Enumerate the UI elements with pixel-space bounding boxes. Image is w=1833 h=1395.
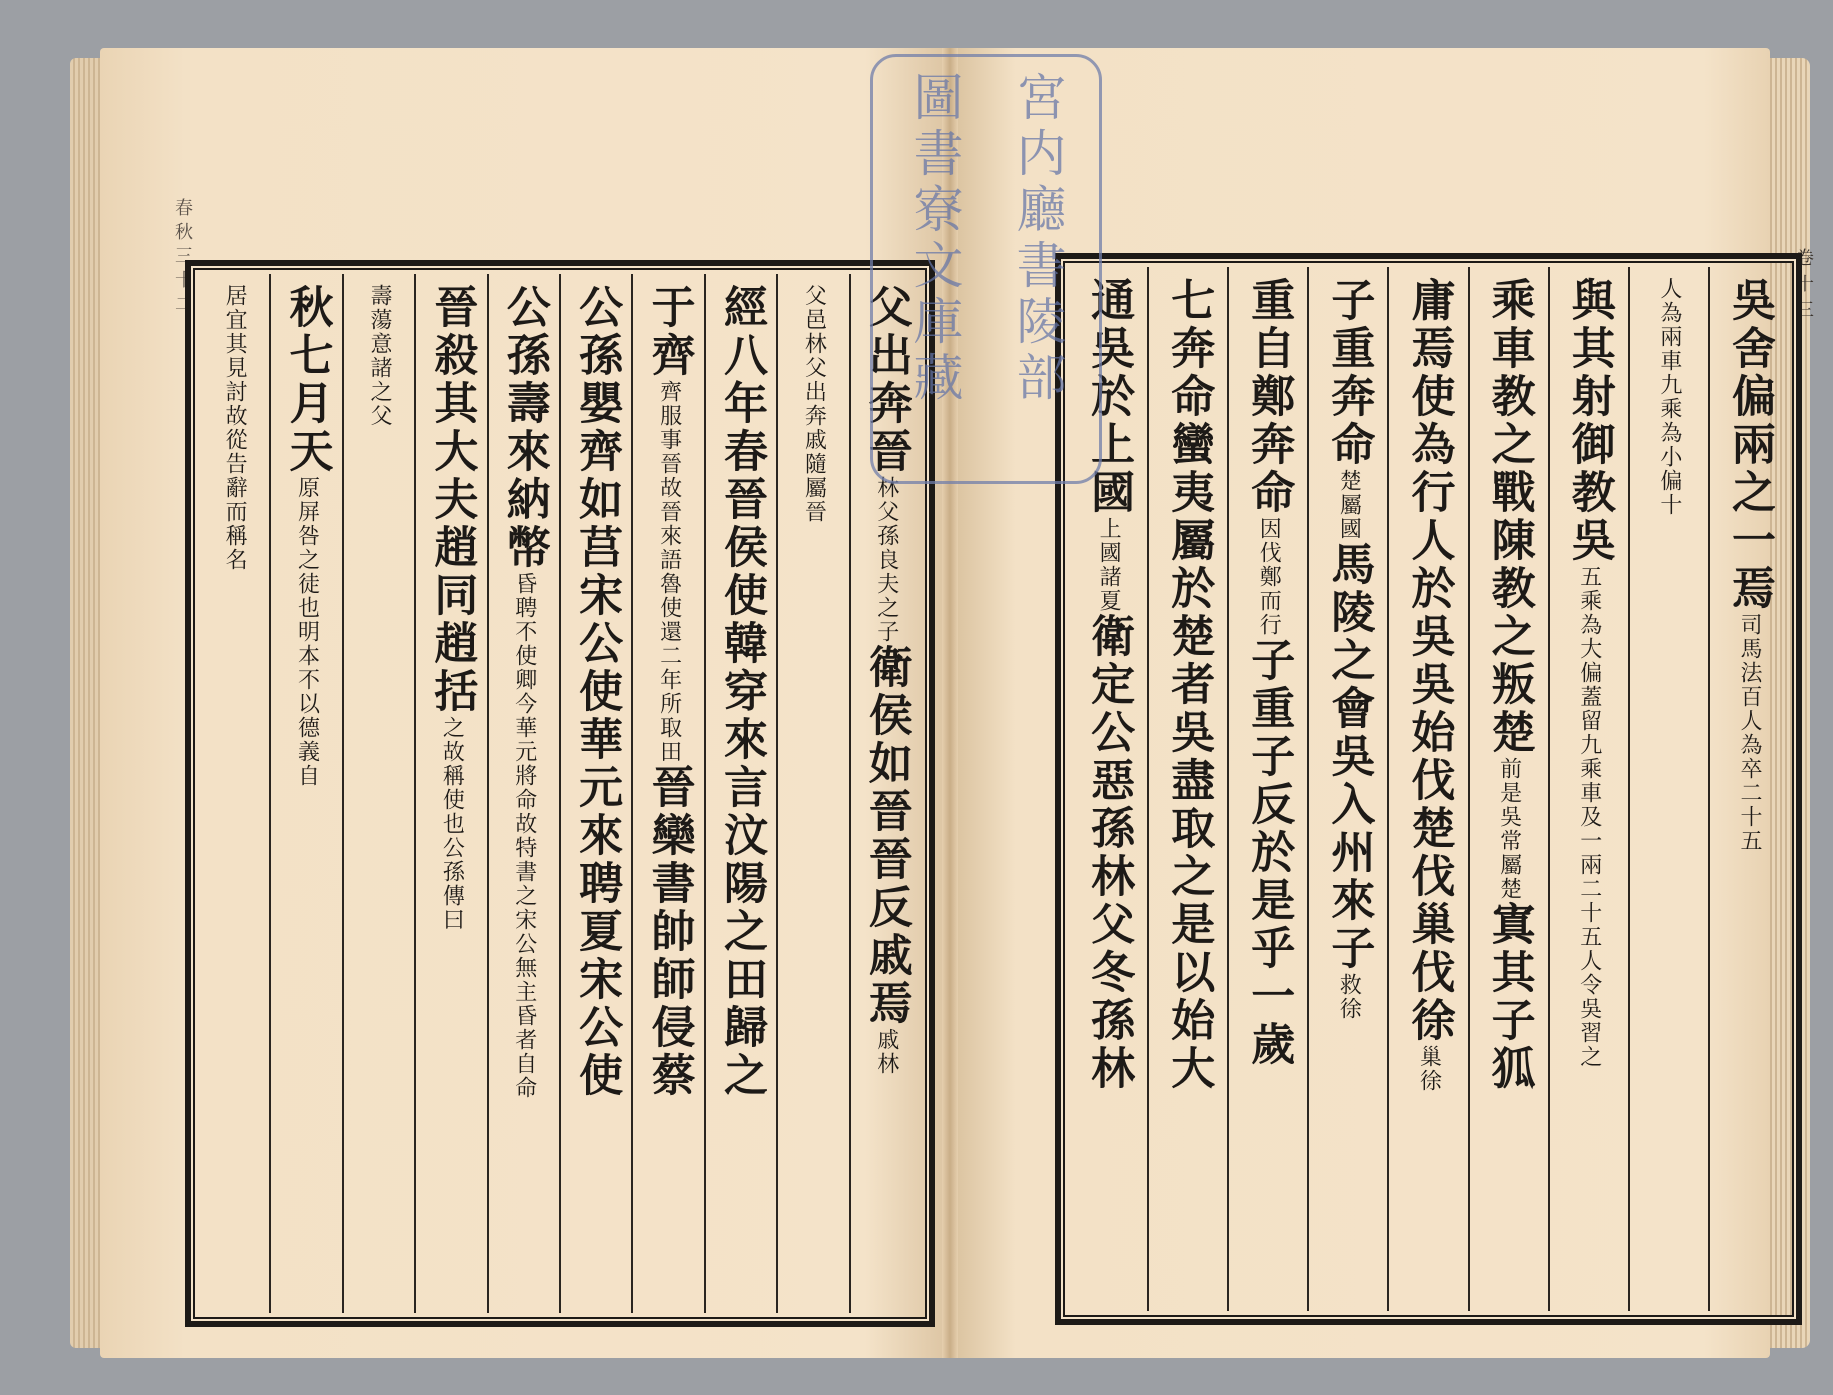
main-text: 晉欒書帥師侵蔡 — [643, 764, 695, 1100]
commentary-text: 居宜其見討故從告辭而稱名 — [222, 284, 248, 572]
main-text: 晉殺其大夫趙同趙括 — [426, 284, 478, 716]
text-column — [342, 274, 414, 1313]
text-column — [269, 274, 341, 1313]
seal-column: 宮内廳書陵部 — [1008, 71, 1067, 407]
main-text: 子重奔命 — [1323, 277, 1375, 469]
main-text: 子重子反於是乎一歲 — [1243, 637, 1295, 1069]
text-column — [1307, 267, 1387, 1311]
main-text: 吳舍偏兩之一焉 — [1723, 277, 1775, 613]
right-columns — [1069, 267, 1788, 1311]
text-column — [1227, 267, 1307, 1311]
commentary-text: 巢徐 — [1416, 1045, 1442, 1093]
text-column — [1387, 267, 1467, 1311]
commentary-text: 齊服事晉故晉來語魯使還二年所取田 — [656, 380, 682, 764]
open-book — [70, 38, 1814, 1368]
text-column — [631, 274, 703, 1313]
text-column — [199, 274, 269, 1313]
text-column — [1708, 267, 1788, 1311]
commentary-text: 原屏咎之徒也明本不以德義自 — [294, 476, 320, 788]
commentary-text: 昏聘不使卿今華元將命故特書之宋公無主昏者自命 — [511, 572, 537, 1100]
right-margin-note: 卷十三 — [1793, 248, 1814, 326]
text-column — [559, 274, 631, 1313]
left-columns — [199, 274, 921, 1313]
main-text: 公孫壽來納幣 — [498, 284, 550, 572]
commentary-text: 之故稱使也公孫 — [439, 716, 465, 884]
commentary-text: 林父孫良夫之子 — [873, 476, 899, 644]
main-text: 乘車教之戰陳教之叛楚 — [1483, 277, 1535, 757]
text-column — [487, 274, 559, 1313]
main-text: 公孫嬰齊如莒宋公使華元來聘夏宋公使 — [571, 284, 623, 1100]
text-column — [704, 274, 776, 1313]
main-text: 七奔命蠻夷屬於楚者吳盡取之是以始大 — [1163, 277, 1215, 1093]
text-column — [1147, 267, 1227, 1311]
main-text: 經八年春晉侯使韓穿來言汶陽之田歸之 — [715, 284, 767, 1100]
main-text: 父出奔晉 — [860, 284, 912, 476]
commentary-text: 五乘為大偏蓋留九乘車及一兩二十五人令吳習之 — [1576, 565, 1602, 1069]
main-text: 衛定公惡孫林父冬孫林 — [1083, 613, 1135, 1093]
commentary-text: 楚屬國 — [1336, 469, 1362, 541]
commentary-text: 父邑林父出奔戚隨屬晉 — [801, 284, 827, 524]
left-text-frame — [185, 260, 935, 1327]
main-text: 通吳於上國 — [1083, 277, 1135, 517]
commentary-text: 戚林 — [873, 1028, 899, 1076]
library-seal-stamp — [870, 54, 1102, 484]
main-text: 寘其子狐 — [1483, 901, 1535, 1093]
text-column — [776, 274, 848, 1313]
commentary-text: 上國諸夏 — [1096, 517, 1122, 613]
commentary-text: 前是吳常屬楚 — [1496, 757, 1522, 901]
commentary-text: 司馬法百人為卒二十五 — [1736, 613, 1762, 853]
text-column — [1548, 267, 1628, 1311]
main-text: 秋七月天 — [281, 284, 333, 476]
commentary-text: 救徐 — [1336, 973, 1362, 1021]
main-text: 馬陵之會吳入州來子 — [1323, 541, 1375, 973]
left-margin-note: 春秋三十二 — [172, 198, 193, 318]
text-column — [1468, 267, 1548, 1311]
commentary-text: 傳曰 — [439, 884, 465, 932]
text-column — [1628, 267, 1708, 1311]
main-text: 與其射御教吳 — [1563, 277, 1615, 565]
main-text: 庸焉使為行人於吳吳始伐楚伐巢伐徐 — [1403, 277, 1455, 1045]
commentary-text: 因伐鄭而行 — [1256, 517, 1282, 637]
main-text: 重自鄭奔命 — [1243, 277, 1295, 517]
right-text-frame — [1055, 253, 1802, 1325]
commentary-text: 壽蕩意諸之父 — [366, 284, 392, 428]
commentary-text: 人為兩車九乘為小偏十 — [1656, 277, 1682, 517]
seal-column: 圖書寮文庫藏 — [905, 71, 964, 407]
text-column — [414, 274, 486, 1313]
main-text: 衛侯如晉晉反戚焉 — [860, 644, 912, 1028]
main-text: 于齊 — [643, 284, 695, 380]
